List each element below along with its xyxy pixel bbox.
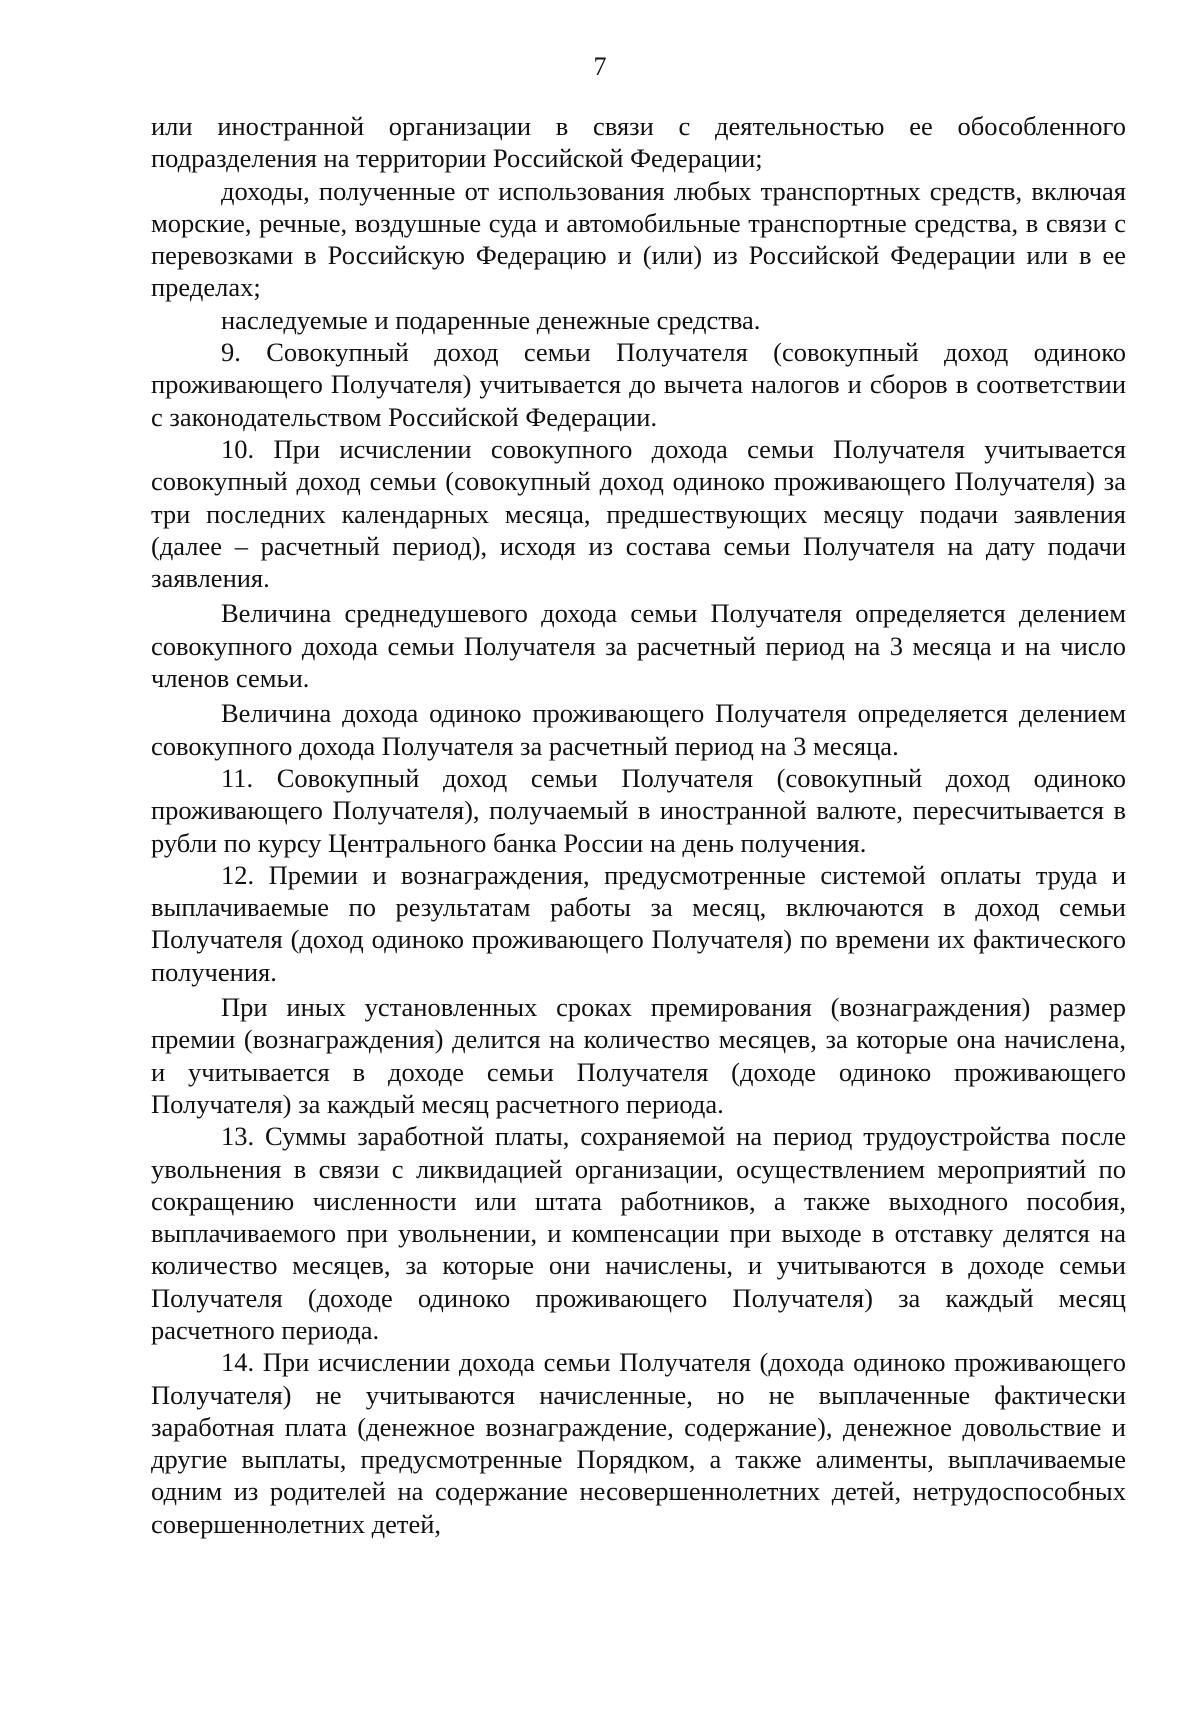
- paragraph-clause-10: 10. При исчислении совокупного дохода семьи Получателя учитывается совокупный доход семьи (совокупный доход одиноко проживающего Получателя) за три последних календарных месяца, предшествующих месяцу подачи заявления (далее – расчетный период), исходя из состава семьи Получателя на дату подачи заявления.: [151, 433, 1126, 594]
- paragraph-clause-12: 12. Премии и вознаграждения, предусмотренные системой оплаты труда и выплачиваемые по результатам работы за месяц, включаются в доход семьи Получателя (доход одиноко проживающего Получателя) по времени их фактического получения.: [151, 859, 1126, 987]
- paragraph-inherited-funds: наследуемые и подаренные денежные средства.: [221, 304, 761, 335]
- document-body: [151, 110, 1126, 1540]
- paragraph-clause-11: 11. Совокупный доход семьи Получателя (совокупный доход одиноко проживающего Получателя), получаемый в иностранной валюте, пересчитывается в рубли по курсу Центрального банка России на день получения.: [151, 762, 1126, 858]
- paragraph-average-income: Величина среднедушевого дохода семьи Получателя определяется делением совокупного дохода семьи Получателя за расчетный период на 3 месяца и на число членов семьи.: [151, 598, 1126, 694]
- paragraph-clause-14: 14. При исчислении дохода семьи Получателя (дохода одиноко проживающего Получателя) не учитываются начисленные, но не выплаченные фактически заработная плата (денежное вознаграждение, содержание), денежное довольствие и другие выплаты, предусмотренные Порядком, а также алименты, выплачиваемые одним из родителей на содержание несовершеннолетних детей, нетрудоспособных совершеннолетних детей,: [151, 1347, 1126, 1539]
- paragraph-transport-income: доходы, полученные от использования любых транспортных средств, включая морские, речные, воздушные суда и автомобильные транспортные средства, в связи с перевозками в Российскую Федерацию и (или) из Российской Федерации или в ее пределах;: [151, 175, 1126, 303]
- paragraph-clause-13: 13. Суммы заработной платы, сохраняемой на период трудоустройства после увольнения в связи с ликвидацией организации, осуществлением мероприятий по сокращению численности или штата работников, а также выходного пособия, выплачиваемого при увольнении, и компенсации при выходе в отставку делятся на количество месяцев, за которые они начислены, и учитываются в доходе семьи Получателя (доходе одиноко проживающего Получателя) за каждый месяц расчетного периода.: [151, 1121, 1126, 1345]
- paragraph-continuation: или иностранной организации в связи с деятельностью ее обособленного подразделения на территории Российской Федерации;: [151, 111, 1126, 174]
- page-number: 7: [593, 52, 607, 81]
- paragraph-clause-9: 9. Совокупный доход семьи Получателя (совокупный доход одиноко проживающего Получателя) учитывается до вычета налогов и сборов в соответствии с законодательством Российской Федерации.: [151, 337, 1126, 432]
- paragraph-bonus-periods: При иных установленных сроках премирования (вознаграждения) размер премии (вознаграждения) делится на количество месяцев, за которые она начислена, и учитывается в доходе семьи Получателя (доходе одиноко проживающего Получателя) за каждый месяц расчетного периода.: [151, 992, 1126, 1119]
- paragraph-single-income: Величина дохода одиноко проживающего Получателя определяется делением совокупного дохода Получателя за расчетный период на 3 месяца.: [151, 698, 1126, 761]
